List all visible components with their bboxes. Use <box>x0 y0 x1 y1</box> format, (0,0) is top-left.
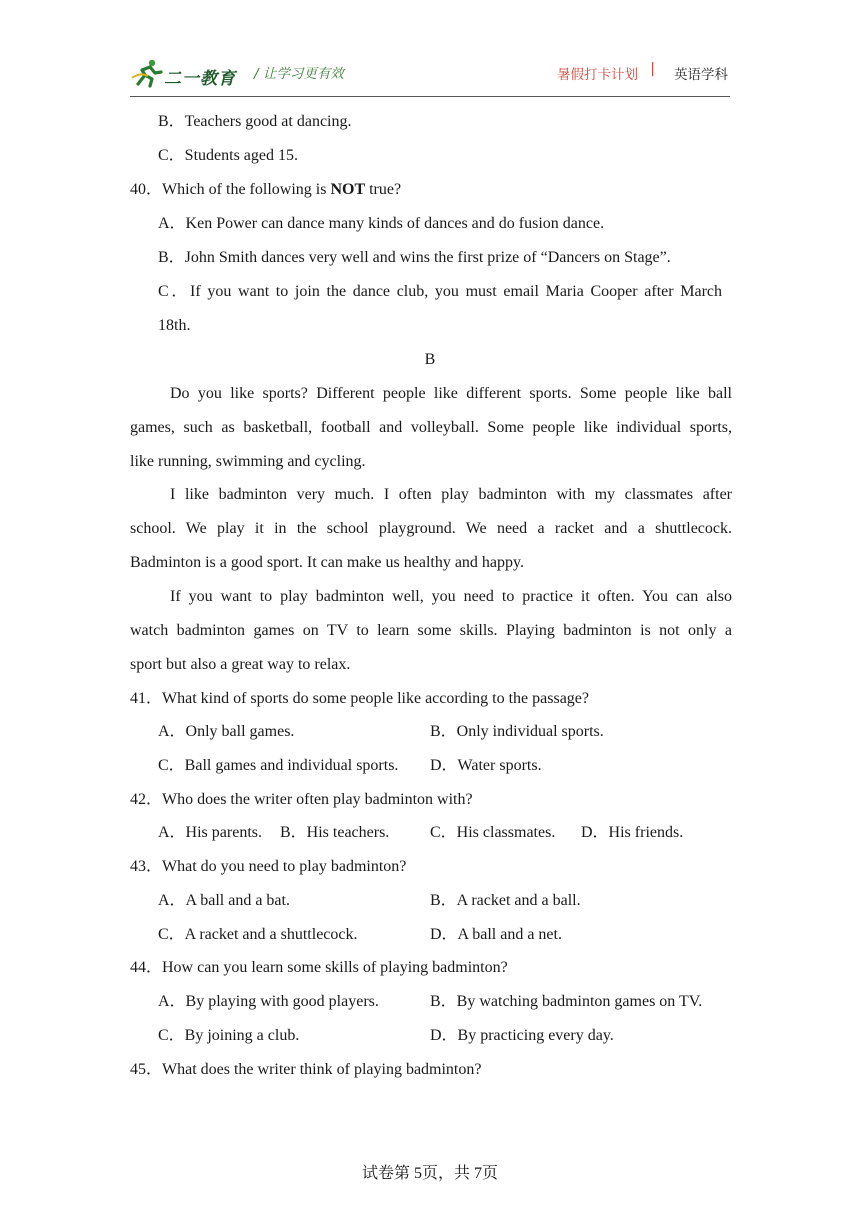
q41-option-c: C．Ball games and individual sports. <box>158 757 399 774</box>
header-divider <box>130 96 730 97</box>
passage-p3-line2: watch badminton games on TV to learn some skills. Playing badminton is not only a <box>130 622 732 639</box>
logo-text: 二一教育 <box>164 69 236 89</box>
passage-p1-line3: like running, swimming and cycling. <box>130 453 366 470</box>
q42-option-b: B．His teachers. <box>280 824 390 841</box>
q40-option-b: B．John Smith dances very well and wins the first prize of “Dancers on Stage”. <box>158 249 671 266</box>
q44-option-b: B．By watching badminton games on TV. <box>430 993 703 1010</box>
q41-stem: 41．What kind of sports do some people like according to the passage? <box>130 690 589 707</box>
passage-p3-line3: sport but also a great way to relax. <box>130 656 351 673</box>
q41-option-d: D．Water sports. <box>430 757 542 774</box>
page-footer: 试卷第 5页，共 7页 <box>361 1165 498 1182</box>
q44-option-c: C．By joining a club. <box>158 1027 300 1044</box>
q40-stem-before: Which of the following is <box>162 181 331 198</box>
subject-label: 英语学科 <box>674 67 728 83</box>
q39-option-b: B．Teachers good at dancing. <box>158 113 352 130</box>
q42-option-d: D．His friends. <box>581 824 684 841</box>
q40-option-a: A．Ken Power can dance many kinds of dances and do fusion dance. <box>158 215 605 232</box>
q44-option-a: A．By playing with good players. <box>158 993 379 1010</box>
q44-option-d: D．By practicing every day. <box>430 1027 614 1044</box>
header-separator: | <box>650 61 655 77</box>
q40-stem <box>130 180 401 200</box>
section-label: B <box>424 351 436 368</box>
q40-option-c-line1: C．If you want to join the dance club, you must email Maria Cooper after March <box>158 283 722 300</box>
q43-option-b: B．A racket and a ball. <box>430 892 581 909</box>
q42-stem: 42．Who does the writer often play badminton with? <box>130 791 473 808</box>
q45-stem: 45．What does the writer think of playing badminton? <box>130 1061 482 1078</box>
q44-stem: 44．How can you learn some skills of playing badminton? <box>130 959 508 976</box>
q43-stem: 43．What do you need to play badminton? <box>130 858 407 875</box>
passage-p1-line1: Do you like sports? Different people like different sports. Some people like ball <box>170 385 732 402</box>
q42-option-c: C．His classmates. <box>430 824 556 841</box>
q40-stem-after: true? <box>365 181 402 198</box>
logo <box>130 58 240 88</box>
q43-option-c: C．A racket and a shuttlecock. <box>158 926 358 943</box>
passage-p3-line1: If you want to play badminton well, you need to practice it often. You can also <box>170 588 732 605</box>
q43-option-a: A．A ball and a bat. <box>158 892 290 909</box>
q42-option-a: A．His parents. <box>158 824 262 841</box>
q40-number: 40． <box>130 181 163 198</box>
q41-option-a: A．Only ball games. <box>158 723 295 740</box>
passage-p2-line2: school. We play it in the school playground. We need a racket and a shuttlecock. <box>130 520 732 537</box>
runner-logo-icon <box>130 58 164 88</box>
q43-option-d: D．A ball and a net. <box>430 926 562 943</box>
passage-p2-line1: I like badminton very much. I often play badminton with my classmates after <box>170 486 732 503</box>
plan-label: 暑假打卡计划 <box>557 67 638 83</box>
q39-option-c: C．Students aged 15. <box>158 147 298 164</box>
page-header <box>130 56 730 96</box>
q41-option-b: B．Only individual sports. <box>430 723 604 740</box>
q40-stem-bold: NOT <box>330 181 366 198</box>
passage-p2-line3: Badminton is a good sport. It can make us healthy and happy. <box>130 554 524 571</box>
passage-p1-line2: games, such as basketball, football and volleyball. Some people like individual sports, <box>130 419 732 436</box>
slogan: / 让学习更有效 <box>254 66 344 82</box>
q40-option-c-line2: 18th. <box>158 317 191 334</box>
